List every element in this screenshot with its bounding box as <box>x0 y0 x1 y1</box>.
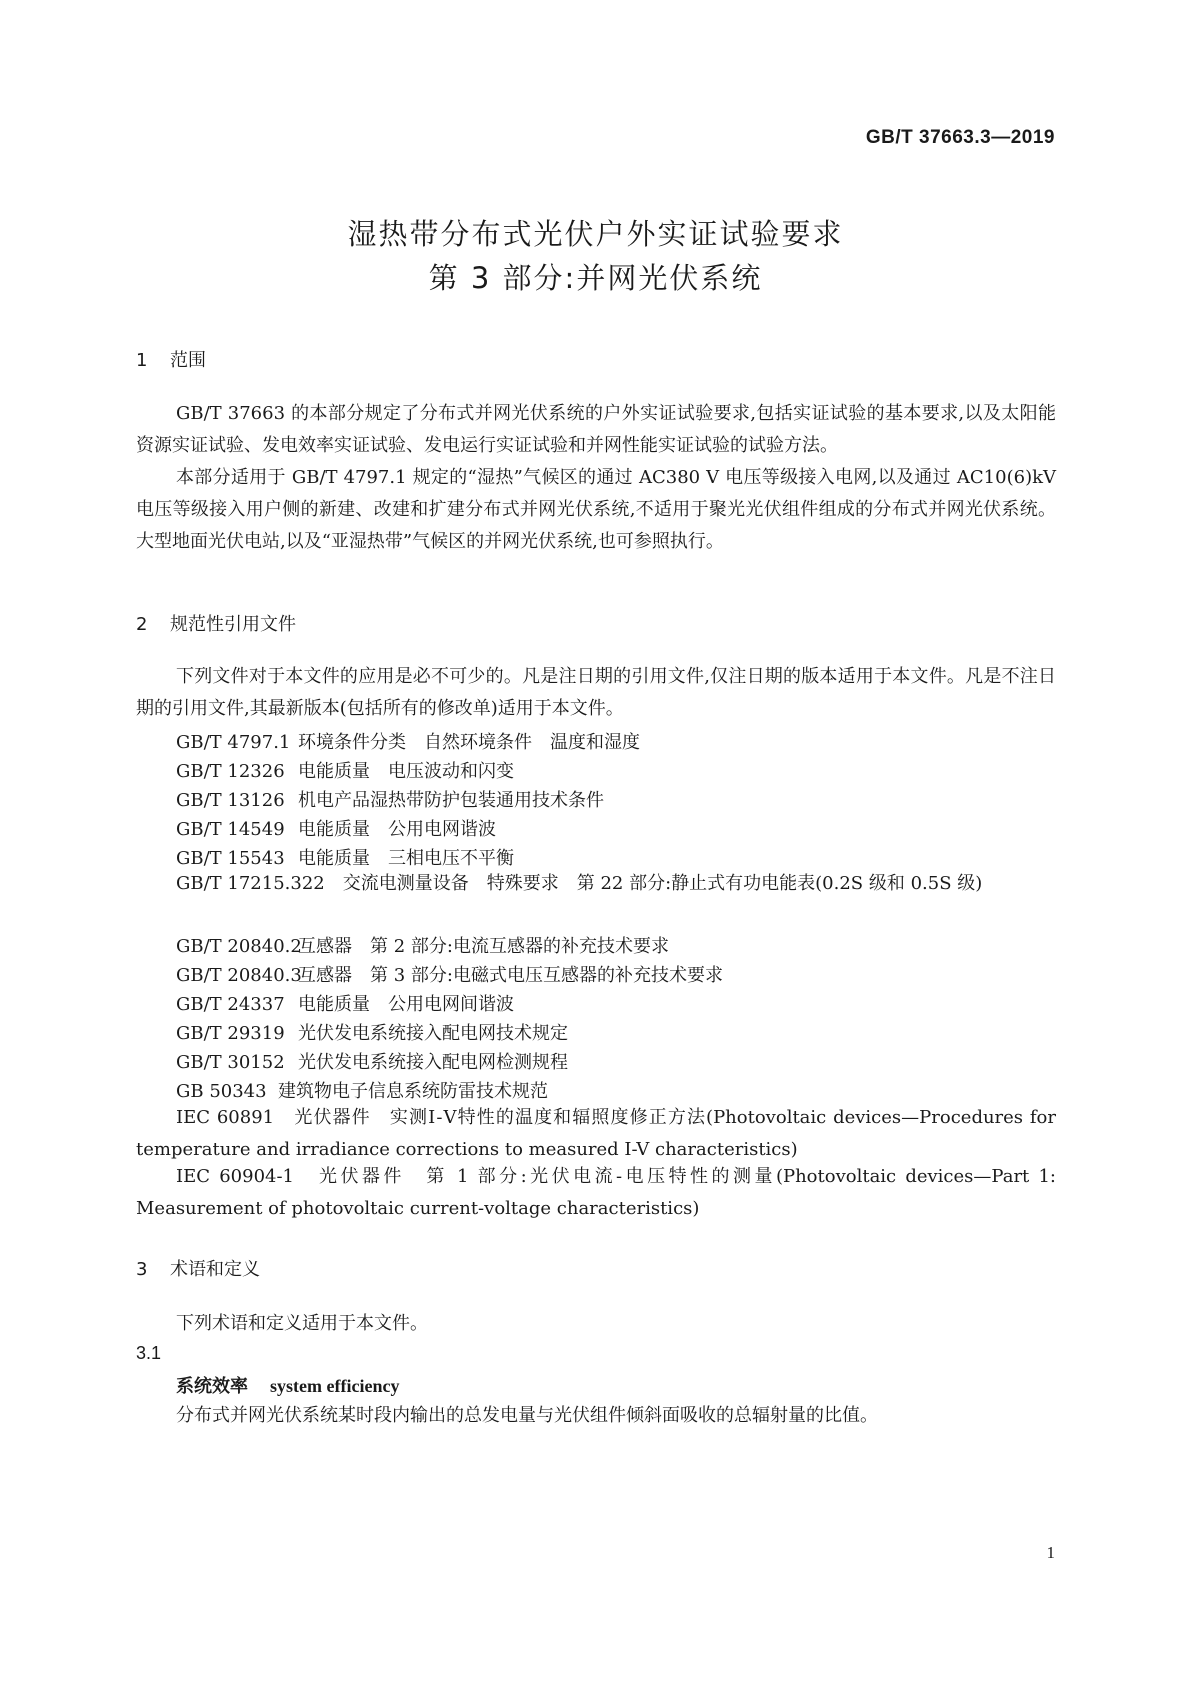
clause-number: 3.1 <box>136 1343 162 1363</box>
document-title-line2: 第 3 部分:并网光伏系统 <box>428 261 763 295</box>
reference-code: GB/T 14549 <box>176 819 285 840</box>
term-chinese: 系统效率 <box>176 1376 248 1397</box>
term-definition: 分布式并网光伏系统某时段内输出的总发电量与光伏组件倾斜面吸收的总辐射量的比值。 <box>176 1405 878 1426</box>
section-number: 2 <box>136 614 148 635</box>
reference-code: GB/T 13126 <box>176 790 285 811</box>
section-3-heading <box>136 1255 260 1281</box>
reference-code: GB/T 29319 <box>176 1023 285 1044</box>
reference-text: GB/T 17215.322 交流电测量设备 特殊要求 第 22 部分:静止式有功电能表(0.2S 级和 0.5S 级) <box>176 873 983 894</box>
reference-title: 光伏发电系统接入配电网检测规程 <box>298 1052 568 1073</box>
reference-item <box>176 757 514 783</box>
reference-title: 电能质量 公用电网间谐波 <box>298 994 514 1015</box>
reference-item <box>176 815 496 841</box>
reference-item <box>176 961 723 987</box>
reference-title: 电能质量 三相电压不平衡 <box>298 848 514 869</box>
reference-item-long <box>136 868 1056 900</box>
section-3-intro <box>136 1308 1056 1340</box>
reference-item <box>176 932 669 958</box>
reference-item <box>176 844 514 870</box>
reference-title: 电能质量 电压波动和闪变 <box>298 761 514 782</box>
section-title: 规范性引用文件 <box>170 614 296 635</box>
section-title: 术语和定义 <box>170 1259 260 1280</box>
section-1-heading <box>136 346 206 372</box>
reference-code: GB/T 12326 <box>176 761 285 782</box>
reference-title: 建筑物电子信息系统防雷技术规范 <box>278 1081 548 1102</box>
section-title: 范围 <box>170 350 206 371</box>
paragraph: GB/T 37663 的本部分规定了分布式并网光伏系统的户外实证试验要求,包括实证试验的基本要求,以及太阳能资源实证试验、发电效率实证试验、发电运行实证试验和并网性能实证试验的试验方法。 <box>136 403 1056 456</box>
reference-code: GB/T 4797.1 <box>176 732 291 753</box>
reference-item <box>176 990 514 1016</box>
reference-item <box>176 786 604 812</box>
term-english: system efficiency <box>270 1376 400 1396</box>
page-number: 1 <box>1046 1543 1055 1562</box>
reference-code: GB 50343 <box>176 1081 267 1102</box>
reference-title: 互感器 第 3 部分:电磁式电压互感器的补充技术要求 <box>298 965 723 986</box>
reference-title: 互感器 第 2 部分:电流互感器的补充技术要求 <box>298 936 669 957</box>
section-1-body <box>136 398 1056 558</box>
reference-title: 机电产品湿热带防护包装通用技术条件 <box>298 790 604 811</box>
reference-item <box>176 1077 548 1103</box>
reference-item <box>176 728 640 754</box>
section-2-heading <box>136 610 296 636</box>
term-entry <box>176 1372 399 1398</box>
reference-code: GB/T 24337 <box>176 994 285 1015</box>
reference-item <box>176 1048 568 1074</box>
reference-text: IEC 60904-1 光伏器件 第 1 部分:光伏电流-电压特性的测量(Photovoltaic devices—Part 1: Measurement of photovoltaic current-voltage characteristics) <box>136 1166 1056 1219</box>
section-number: 3 <box>136 1259 148 1280</box>
section-2-intro <box>136 661 1056 725</box>
reference-text: IEC 60891 光伏器件 实测Ⅰ-Ⅴ特性的温度和辐照度修正方法(Photovoltaic devices—Procedures for temperature and irradiance corrections to measured I-V characteristics) <box>136 1107 1056 1160</box>
document-title-line1: 湿热带分布式光伏户外实证试验要求 <box>347 217 844 251</box>
reference-item-long <box>136 1161 1056 1225</box>
reference-title: 环境条件分类 自然环境条件 温度和湿度 <box>298 732 640 753</box>
section-number: 1 <box>136 350 148 371</box>
reference-item <box>176 1019 568 1045</box>
reference-code: GB/T 30152 <box>176 1052 285 1073</box>
paragraph: 下列文件对于本文件的应用是必不可少的。凡是注日期的引用文件,仅注日期的版本适用于本文件。凡是不注日期的引用文件,其最新版本(包括所有的修改单)适用于本文件。 <box>136 666 1056 719</box>
reference-title: 光伏发电系统接入配电网技术规定 <box>298 1023 568 1044</box>
reference-code: GB/T 20840.3 <box>176 965 302 986</box>
reference-code: GB/T 20840.2 <box>176 936 302 957</box>
reference-title: 电能质量 公用电网谐波 <box>298 819 496 840</box>
reference-item-long <box>136 1102 1056 1166</box>
reference-code: GB/T 15543 <box>176 848 285 869</box>
standard-number: GB/T 37663.3—2019 <box>865 127 1055 148</box>
paragraph: 本部分适用于 GB/T 4797.1 规定的“湿热”气候区的通过 AC380 V 电压等级接入电网,以及通过 AC10(6)kV 电压等级接入用户侧的新建、改建和扩建分布式并网光伏系统,不适用于聚光光伏组件组成的分布式并网光伏系统。大型地面光伏电站,以及“亚湿热带”气候区的并网光伏系统,也可参照执行。 <box>136 467 1056 552</box>
paragraph: 下列术语和定义适用于本文件。 <box>176 1313 428 1334</box>
